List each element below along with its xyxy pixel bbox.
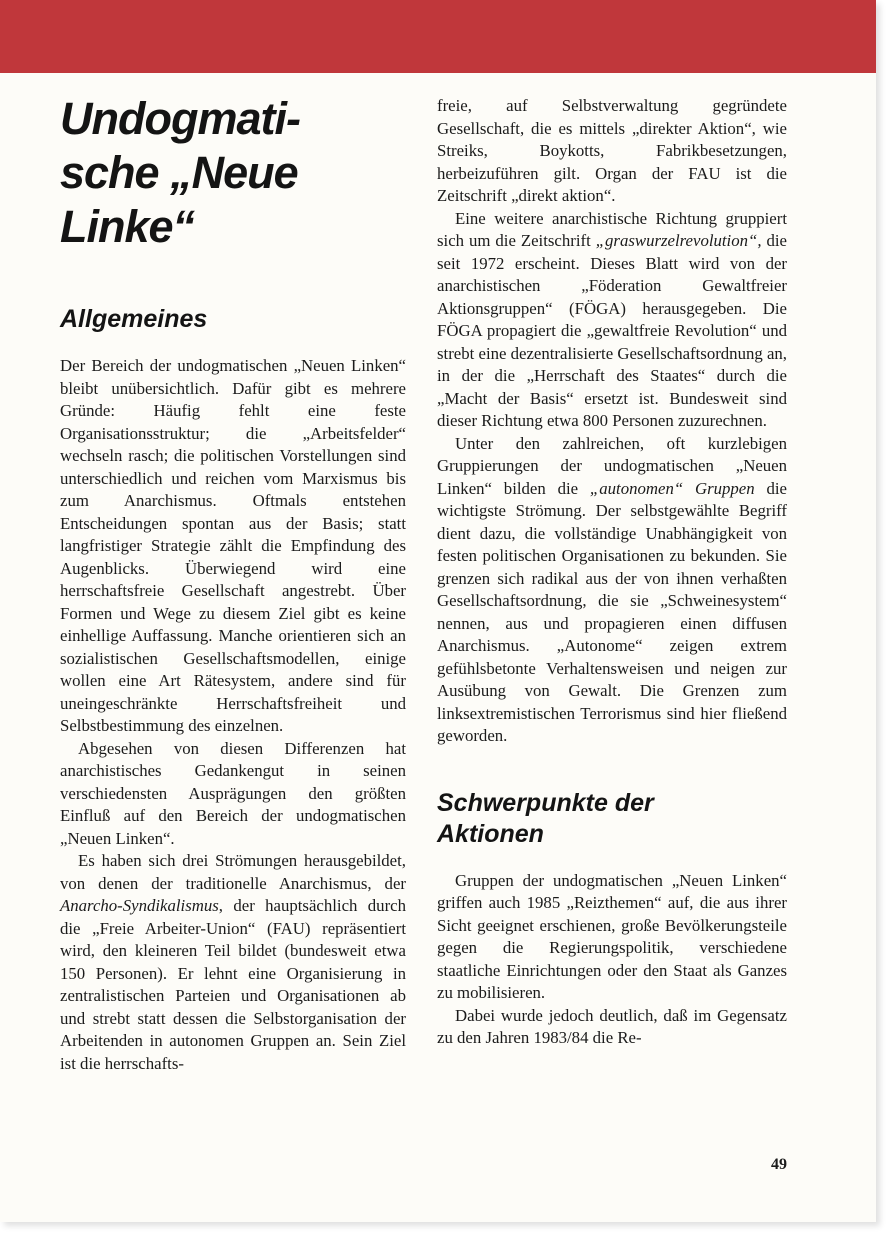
chapter-title [60, 92, 406, 254]
left-column [60, 92, 406, 1075]
paragraph-text: die seit 1972 erscheint. Dieses Blatt wird von der anarchistischen „Föderation Gewaltfreier Aktionsgruppen“ (FÖGA) herausgegeben. Die FÖGA propagiert die „gewaltfreie Revolution“ und strebt eine dezentralisierte Gesellschaftsordnung an, in der die „Herrschaft des Staates“ durch die „Macht der Basis“ ersetzt ist. Bundesweit sind dieser Richtung etwa 800 Personen zuzurechnen. [437, 231, 787, 430]
chapter-title-line: sche „Neue [60, 147, 298, 198]
body-paragraph: Gruppen der undogmatischen „Neuen Linken“ griffen auch 1985 „Reizthemen“ auf, die aus ihrer Sicht geeignet erschienen, große Bevölkerungsteile gegen die Regierungspolitik, verschiedene staatliche Einrichtungen oder den Staat als Ganzes zu mobilisieren. [437, 870, 787, 1002]
right-column [437, 95, 787, 1050]
body-paragraph: Der Bereich der undogmatischen „Neuen Linken“ bleibt unübersichtlich. Dafür gibt es mehrere Gründe: Häufig fehlt eine feste Organisationsstruktur; die „Arbeitsfelder“ wechseln rasch; die politischen Vorstellungen sind unterschiedlich und reichen vom Marxismus bis zum Anarchismus. Oftmals entstehen Entscheidungen spontan aus der Basis; statt langfristiger Strategie zählt die Empfindung des Augenblicks. Überwiegend wird eine herrschaftsfreie Gesellschaft angestrebt. Über Formen und Wege zu diesem Ziel gibt es keine einhellige Auffassung. Manche orientieren sich an sozialistischen Gesellschaftsmodellen, einige wollen eine Art Rätesystem, andere sind für uneingeschränkte Herrschaftsfreiheit und Selbstbestimmung des einzelnen. [60, 356, 406, 735]
paragraph-text: Es haben sich drei Strömungen herausgebildet, von denen der traditionelle Anarchismus, der [60, 851, 406, 893]
section-heading-line: Aktionen [437, 819, 544, 848]
paragraph-text: Eine weitere anarchistische Richtung gruppiert sich um die Zeitschrift [437, 208, 787, 250]
section-heading-schwerpunkte [437, 788, 787, 850]
body-paragraph-continued: freie, auf Selbstverwaltung gegründete Gesellschaft, die es mittels „direkter Aktion“, wie Streiks, Boykotts, Fabrikbesetzungen, herbeizuführen gilt. Organ der FAU ist die Zeitschrift „direkt aktion“. [437, 96, 787, 205]
body-paragraph [437, 433, 787, 748]
section-heading-allgemeines: Allgemeines [60, 305, 208, 333]
chapter-title-line: Undogmati- [60, 93, 300, 144]
body-paragraph: Dabei wurde jedoch deutlich, daß im Gegensatz zu den Jahren 1983/84 die Re- [437, 1005, 787, 1047]
page-number: 49 [771, 1156, 787, 1173]
paragraph-text: , der hauptsächlich durch die „Freie Arbeiter-Union“ (FAU) repräsentiert wird, den kleineren Teil bildet (bundesweit etwa 150 Personen). Er lehnt eine Organisierung in zentralistischen Parteien und Organisationen ab und strebt statt dessen die Selbstorganisation der Arbeitenden in autonomen Gruppen an. Sein Ziel ist die herrschafts- [60, 896, 406, 1073]
paragraph-text: die wichtigste Strömung. Der selbstgewählte Begriff dient dazu, die vollständige Unabhängigkeit von festen politischen Organisationen zu bekunden. Sie grenzen sich radikal aus der von ihnen verhaßten Gesellschaftsordnung, die sie „Schweinesystem“ nennen, aus und propagieren einen diffusen Anarchismus. „Autonome“ zeigen extrem gefühlsbetonte Verhaltensweisen und neigen zur Ausübung von Gewalt. Die Grenzen zum linksextremistischen Terrorismus sind hier fließend geworden. [437, 478, 787, 745]
paragraph-text: Unter den zahlreichen, oft kurzlebigen Gruppierungen der undogmatischen „Neuen Linken“ bilden die [437, 433, 787, 498]
emphasis-term: Anarcho-Syndikalismus [60, 896, 219, 915]
chapter-title-line: Linke“ [60, 201, 195, 252]
body-paragraph [60, 850, 406, 1075]
header-color-band [0, 0, 876, 73]
emphasis-term: „graswurzelrevolution“, [595, 231, 762, 250]
emphasis-term: „autonomen“ Gruppen [589, 478, 755, 498]
body-paragraph [437, 208, 787, 433]
body-paragraph: Abgesehen von diesen Differenzen hat anarchistisches Gedankengut in seinen verschiedensten Ausprägungen den größten Einfluß auf den Bereich der undogmatischen „Neuen Linken“. [60, 738, 406, 848]
section-heading-line: Schwerpunkte der [437, 788, 654, 817]
